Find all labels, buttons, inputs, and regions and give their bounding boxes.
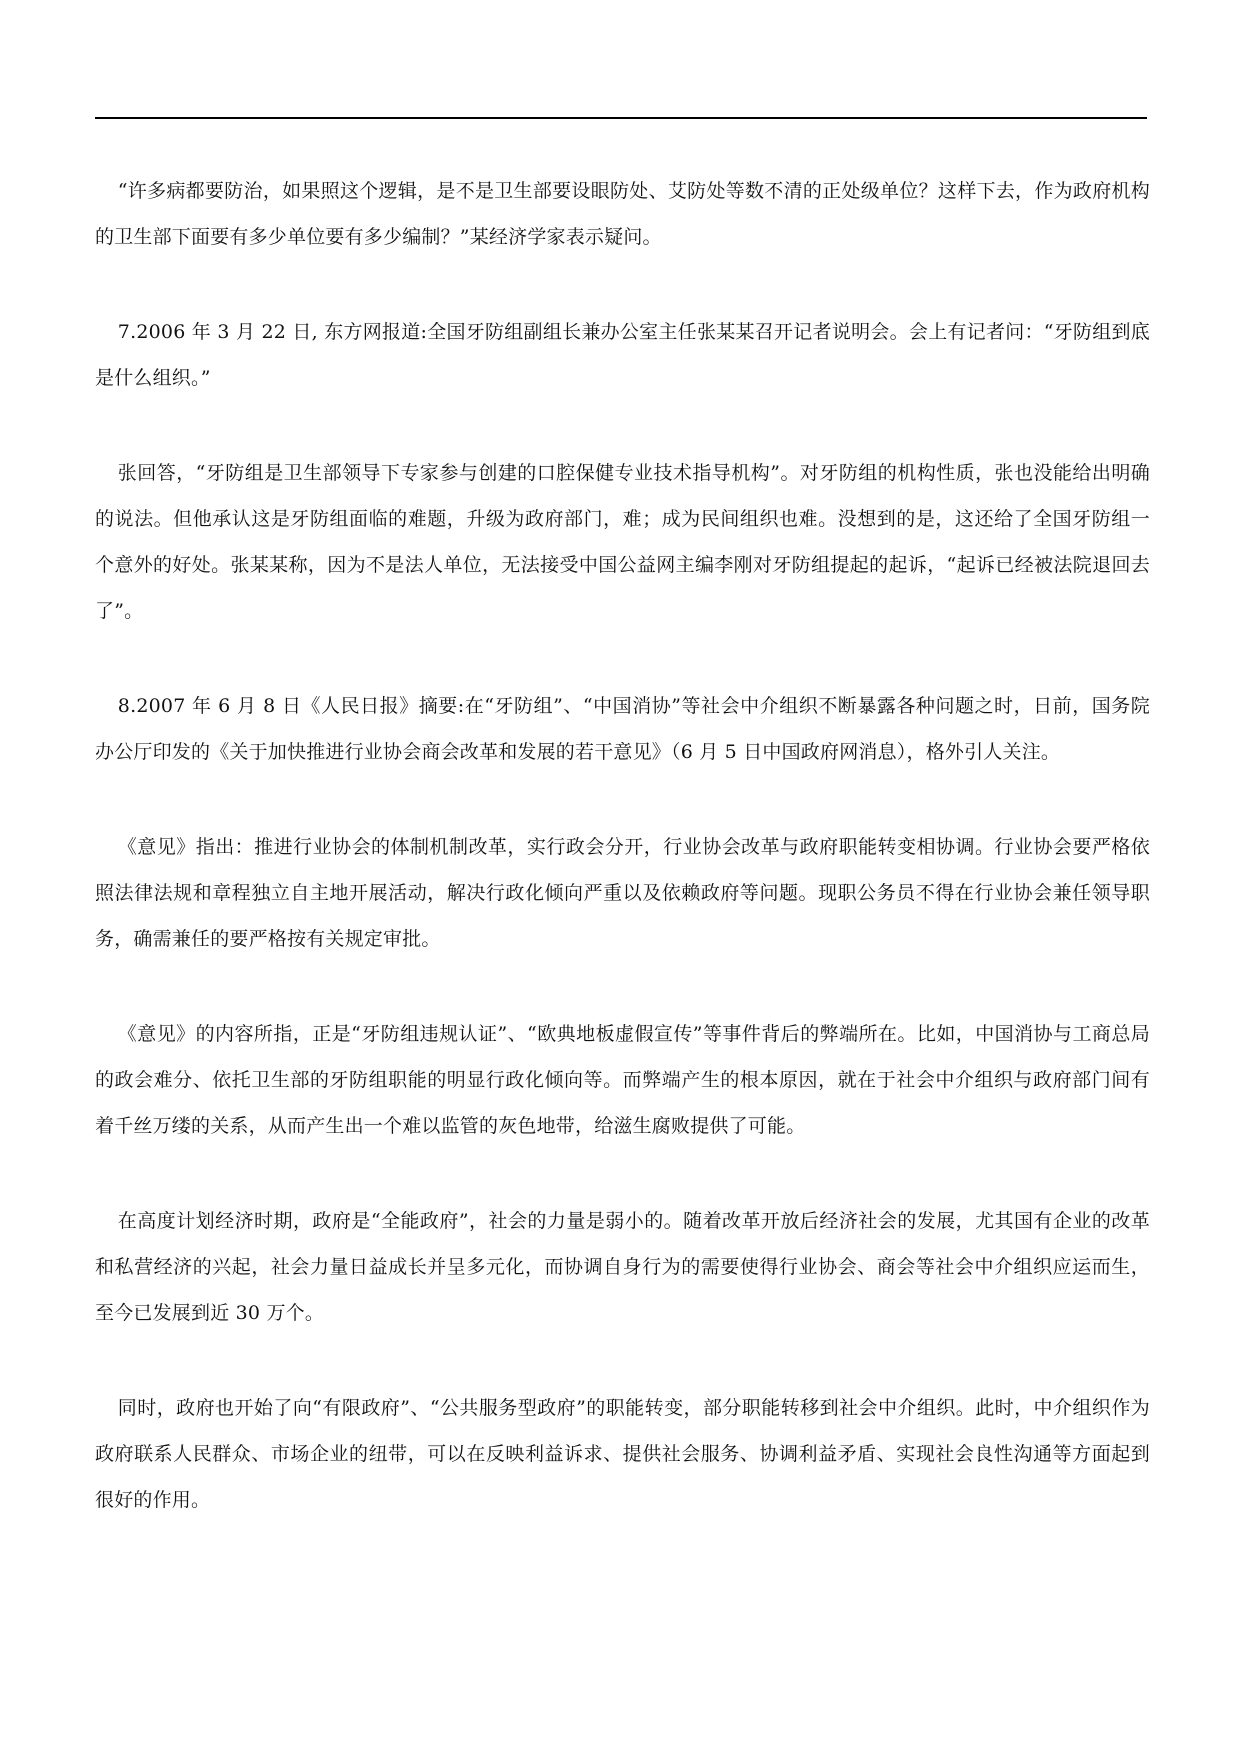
paragraph-4: 8.2007 年 6 月 8 日《人民日报》摘要:在“牙防组”、“中国消协”等社会中介组织不断暴露各种问题之时，日前，国务院办公厅印发的《关于加快推进行业协会商会改革和发展的若干意见》（6 月 5 日中国政府网消息），格外引人关注。 [95, 695, 1150, 763]
paragraph-1: “许多病都要防治，如果照这个逻辑，是不是卫生部要设眼防处、艾防处等数不清的正处级单位？这样下去，作为政府机构的卫生部下面要有多少单位要有多少编制？”某经济学家表示疑问。 [95, 180, 1150, 248]
paragraph-7: 在高度计划经济时期，政府是“全能政府”，社会的力量是弱小的。随着改革开放后经济社会的发展，尤其国有企业的改革和私营经济的兴起，社会力量日益成长并呈多元化，而协调自身行为的需要使得行业协会、商会等社会中介组织应运而生，至今已发展到近 30 万个。 [95, 1210, 1150, 1324]
header-divider [95, 117, 1147, 119]
paragraph-8: 同时，政府也开始了向“有限政府”、“公共服务型政府”的职能转变，部分职能转移到社会中介组织。此时，中介组织作为政府联系人民群众、市场企业的纽带，可以在反映利益诉求、提供社会服务、协调利益矛盾、实现社会良性沟通等方面起到很好的作用。 [95, 1397, 1150, 1511]
document-body [95, 168, 1150, 1572]
paragraph-5: 《意见》指出：推进行业协会的体制机制改革，实行政会分开，行业协会改革与政府职能转变相协调。行业协会要严格依照法律法规和章程独立自主地开展活动，解决行政化倾向严重以及依赖政府等问题。现职公务员不得在行业协会兼任领导职务，确需兼任的要严格按有关规定审批。 [95, 836, 1150, 950]
paragraph-2: 7.2006 年 3 月 22 日, 东方网报道:全国牙防组副组长兼办公室主任张某某召开记者说明会。会上有记者问：“牙防组到底是什么组织。” [95, 321, 1150, 389]
paragraph-6: 《意见》的内容所指，正是“牙防组违规认证”、“欧典地板虚假宣传”等事件背后的弊端所在。比如，中国消协与工商总局的政会难分、依托卫生部的牙防组职能的明显行政化倾向等。而弊端产生的根本原因，就在于社会中介组织与政府部门间有着千丝万缕的关系，从而产生出一个难以监管的灰色地带，给滋生腐败提供了可能。 [95, 1023, 1150, 1137]
paragraph-3: 张回答，“牙防组是卫生部领导下专家参与创建的口腔保健专业技术指导机构”。对牙防组的机构性质，张也没能给出明确的说法。但他承认这是牙防组面临的难题，升级为政府部门，难；成为民间组织也难。没想到的是，这还给了全国牙防组一个意外的好处。张某某称，因为不是法人单位，无法接受中国公益网主编李刚对牙防组提起的起诉，“起诉已经被法院退回去了”。 [95, 462, 1150, 622]
